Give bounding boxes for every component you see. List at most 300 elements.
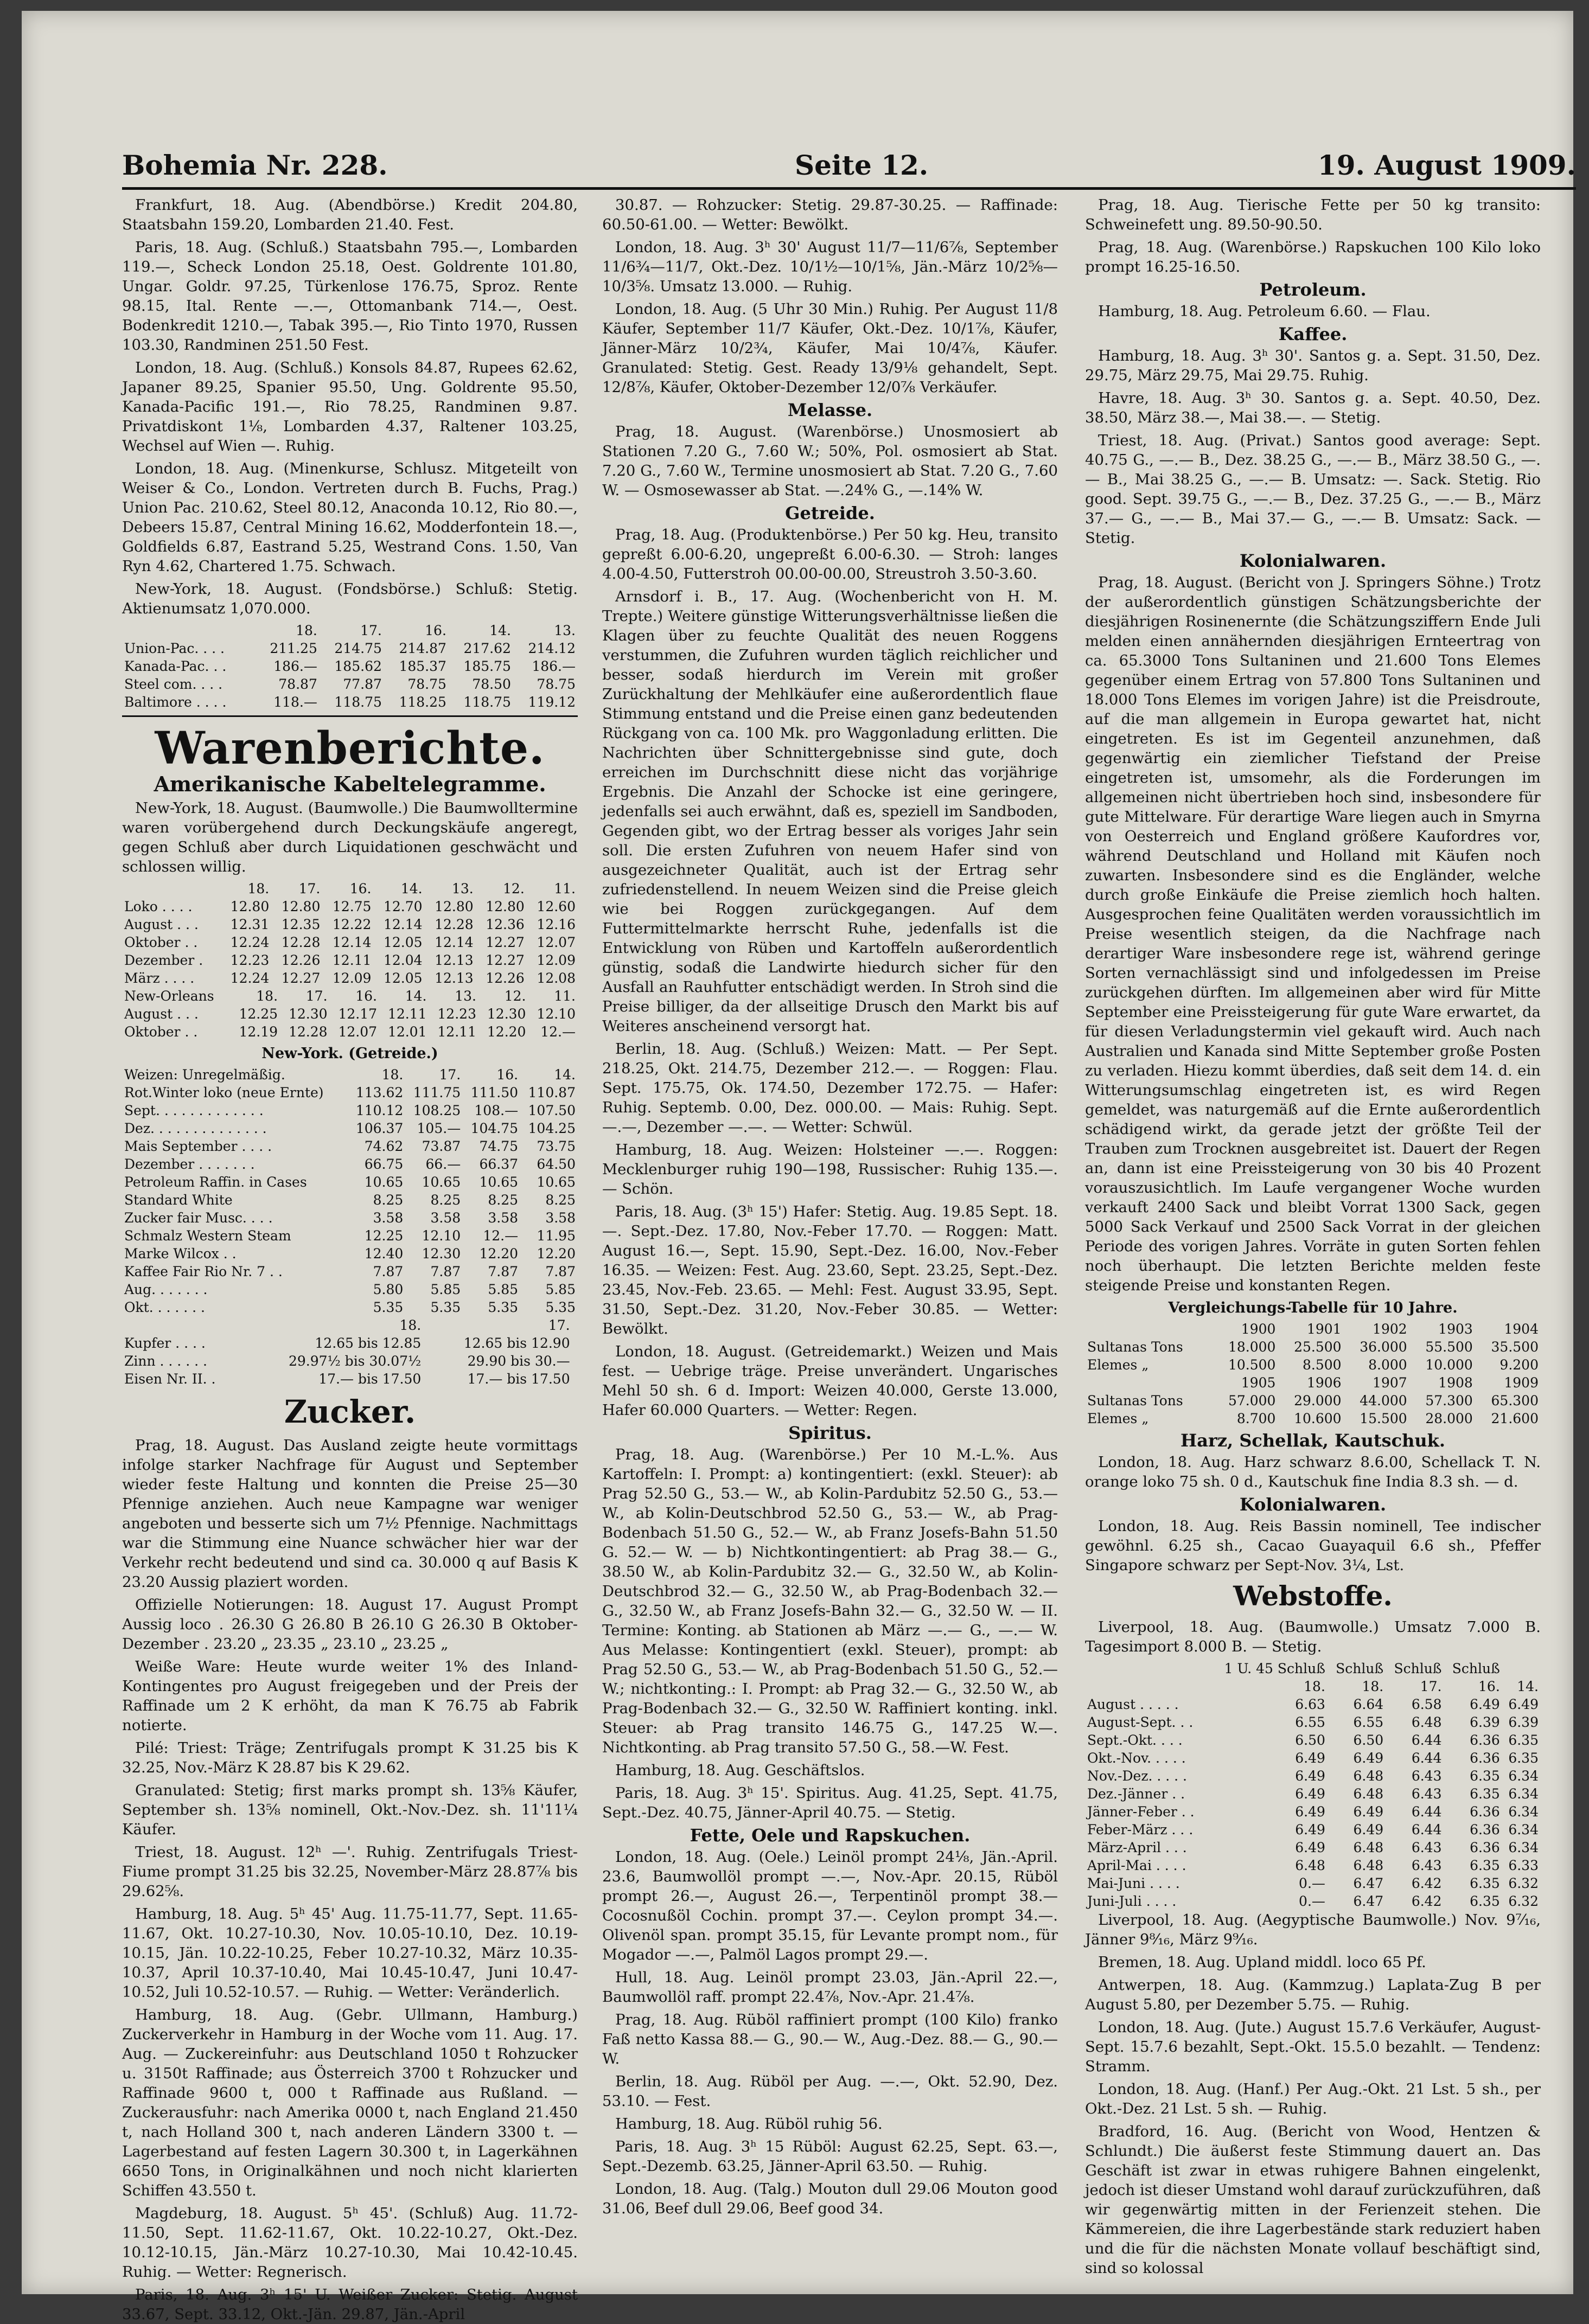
table-cell: Baltimore . . . . bbox=[124, 694, 227, 710]
table-cell: 12.05 bbox=[384, 934, 423, 950]
table-row bbox=[122, 1298, 578, 1316]
table-row bbox=[1085, 1338, 1541, 1356]
table-cell: Nov.-Dez. . . . . bbox=[1087, 1768, 1188, 1784]
table-cell: 12.27 bbox=[486, 952, 525, 968]
webstoffe-para: London, 18. Aug. (Hanf.) Per Aug.-Okt. 21 Lst. 5 sh., per Okt.-Dez. 21 Lst. 5 sh. — Ruhig. bbox=[1085, 2080, 1541, 2117]
table-cell: Zinn . . . . . . bbox=[124, 1353, 207, 1369]
table-cell: 11.95 bbox=[537, 1228, 576, 1244]
table-cell: 57.300 bbox=[1425, 1393, 1473, 1409]
table-row bbox=[122, 1334, 578, 1352]
vergleich-table-2 bbox=[1085, 1374, 1541, 1427]
table-header-cell bbox=[122, 622, 255, 639]
table-cell: 9.200 bbox=[1499, 1357, 1539, 1373]
table-cell: 5.85 bbox=[430, 1282, 461, 1297]
table-cell: 78.75 bbox=[537, 676, 576, 692]
table-cell: 12.80 bbox=[230, 899, 270, 914]
table-cell: 66.75 bbox=[364, 1156, 404, 1172]
table-header-cell: 18. bbox=[1362, 1679, 1384, 1694]
table-header-row bbox=[122, 622, 578, 639]
table-row bbox=[122, 1137, 578, 1155]
table-cell bbox=[423, 1334, 429, 1352]
table-cell: 6.63 bbox=[1295, 1696, 1325, 1712]
table-cell: 12.27 bbox=[281, 970, 321, 986]
table-cell: 12.08 bbox=[537, 970, 576, 986]
table-row bbox=[122, 933, 578, 951]
table-row bbox=[122, 1209, 578, 1227]
table-cell: 6.49 bbox=[1295, 1786, 1325, 1802]
table-cell: 8.700 bbox=[1236, 1411, 1276, 1426]
table-cell: Oktober . . bbox=[124, 934, 198, 950]
table-cell: 12.14 bbox=[332, 934, 372, 950]
report-paris: Paris, 18. Aug. (Schluß.) Staatsbahn 795.—, Lombarden 119.—, Scheck London 25.18, Oest. Goldrente 101.80, Ungar. Goldr. 97.25, Türkenlose 176.75, Sproz. Rente 98.15, Ital. Rente —.—, Ottomanbank 714.—, Oest. Bodenkredit 1210.—, Tabak 395.—, Rio Tinto 1970, Russen 103.30, Randminen 251.50 Fest. bbox=[122, 239, 578, 354]
table-cell: 12.11 bbox=[332, 952, 372, 968]
table-row bbox=[122, 657, 578, 675]
table-cell: 6.44 bbox=[1411, 1732, 1442, 1748]
table-row bbox=[1085, 1874, 1541, 1892]
zucker-para: Hamburg, 18. Aug. 5ʰ 45' Aug. 11.75-11.77, Sept. 11.65-11.67, Okt. 10.27-10.30, Nov. 10.05-10.10, Dez. 10.19-10.15, Jän. 10.22-10.25, Feber 10.27-10.32, März 10.35-10.37, April 10.37-10.40, Mai 10.45-10.47, Juni 10.47-10.52, Juli 10.52-10.57. — Ruhig. — Wetter: Veränderlich. bbox=[122, 1905, 578, 2001]
table-cell: Dez. . . . . . . . . . . . . . bbox=[124, 1121, 267, 1136]
table-cell: 6.48 bbox=[1353, 1768, 1384, 1784]
table-cell: 6.44 bbox=[1411, 1804, 1442, 1820]
table-row bbox=[122, 1191, 578, 1209]
table-cell: 6.44 bbox=[1411, 1822, 1442, 1838]
table-cell: 36.000 bbox=[1360, 1339, 1407, 1355]
table-cell: Jänner-Feber . . bbox=[1087, 1804, 1195, 1820]
table-cell: 8.25 bbox=[373, 1192, 404, 1208]
table-cell: 12.13 bbox=[435, 952, 474, 968]
table-cell: 6.34 bbox=[1508, 1822, 1539, 1838]
melasse-text: Prag, 18. August. (Warenbörse.) Unosmosiert ab Stationen 7.20 G., 7.60 W.; 50%, Pol. osmosiert ab Stat. 7.20 G., 7.60 W., Termine unosmosiert ab Stat. 7.20 G., 7.60 W. — Osmosewasser ab Stat. —.24% G., —.14% W. bbox=[602, 423, 1058, 499]
column-2 bbox=[602, 195, 1058, 2278]
table-cell: 5.35 bbox=[545, 1299, 576, 1315]
table-cell: 6.43 bbox=[1411, 1858, 1442, 1873]
table-header-cell: 16. bbox=[349, 881, 372, 897]
table-cell: 186.— bbox=[532, 658, 576, 674]
table-header-cell bbox=[1085, 1320, 1212, 1338]
table-cell: 0.— bbox=[1299, 1893, 1325, 1909]
table-cell: Union-Pac. . . . bbox=[124, 641, 225, 656]
table-cell: 6.35 bbox=[1470, 1893, 1500, 1909]
table-cell: 64.50 bbox=[537, 1156, 576, 1172]
table-cell: 185.75 bbox=[463, 658, 511, 674]
table-cell: 78.75 bbox=[407, 676, 446, 692]
table-cell: 74.62 bbox=[364, 1138, 404, 1154]
table-header-cell: 17. bbox=[298, 881, 321, 897]
zucker-para: Granulated: Stetig; first marks prompt sh. 13⅝ Käufer, September sh. 13⅝ nominell, Okt.-Nov.-Dez. sh. 11'11¼ Käufer. bbox=[122, 1782, 578, 1838]
table-cell: 119.12 bbox=[528, 694, 576, 710]
table-header-cell: 18. bbox=[399, 1317, 422, 1333]
table-cell: 108.25 bbox=[413, 1103, 461, 1118]
report-newyork: New-York, 18. August. (Fondsbörse.) Schluß: Stetig. Aktienumsatz 1,070.000. bbox=[122, 580, 578, 617]
table-cell: 12.09 bbox=[537, 952, 576, 968]
table-header-cell: 13. bbox=[451, 881, 474, 897]
table-cell: August-Sept. . . bbox=[1087, 1714, 1194, 1730]
table-cell: 3.58 bbox=[430, 1210, 461, 1226]
section-title-spiritus: Spiritus. bbox=[788, 1423, 872, 1443]
webstoffe-para: Bradford, 16. Aug. (Bericht von Wood, Hentzen & Schlundt.) Die äußerst feste Stimmung dauert an. Das Geschäft ist zwar in etwas ruhigere Bahnen eingelenkt, jedoch ist dieser Umstand wohl darauf zurückzuführen, daß wir gegenwärtig mitten in der Ferienzeit stehen. Die Kämmereien, die ihre Lagerbestände stark reduziert haben und die für die nächsten Monate vollauf beschäftigt sind, sind so kolossal bbox=[1085, 2123, 1541, 2277]
table-cell: 6.49 bbox=[1295, 1768, 1325, 1784]
table-header-cell: 12. bbox=[503, 881, 525, 897]
fette-para: Berlin, 18. Aug. Rüböl per Aug. —.—, Okt. 52.90, Dez. 53.10. — Fest. bbox=[602, 2073, 1058, 2110]
table-cell: 5.35 bbox=[430, 1299, 461, 1315]
zucker-para: Triest, 18. August. 12ʰ —'. Ruhig. Zentrifugals Triest-Fiume prompt 31.25 bis 32.25, November-März 28.87⅞ bis 29.62⅝. bbox=[122, 1843, 578, 1900]
page-number: Seite 12. bbox=[795, 149, 929, 181]
table-cell bbox=[572, 1370, 578, 1388]
zucker-cont: 30.87. — Rohzucker: Stetig. 29.87-30.25. — Raffinade: 60.50-61.00. — Wetter: Bewölkt. bbox=[602, 196, 1058, 233]
table-header-cell: 12. bbox=[504, 988, 526, 1004]
zucker-para: Offizielle Notierungen: 18. August 17. August Prompt Aussig loco . 26.30 G 26.80 B 26.10 G 26.30 B Oktober-Dezember . 23.20 „ 23.35 „ 23.10 „ 23.25 „ bbox=[122, 1596, 578, 1653]
table-cell: 12.16 bbox=[537, 917, 576, 932]
fette-para: Paris, 18. Aug. 3ʰ 15 Rüböl: August 62.25, Sept. 63.—, Sept.-Dezemb. 63.25, Jänner-April 63.50. — Ruhig. bbox=[602, 2138, 1058, 2175]
table-cell: Aug. . . . . . . bbox=[124, 1282, 208, 1297]
table-cell: 6.49 bbox=[1470, 1696, 1500, 1712]
table-cell bbox=[572, 1334, 578, 1352]
table-cell: 6.35 bbox=[1470, 1858, 1500, 1873]
table-cell: 12.80 bbox=[435, 899, 474, 914]
table-cell: 5.85 bbox=[488, 1282, 519, 1297]
table-header-cell: 11. bbox=[554, 988, 576, 1004]
table-cell: 73.87 bbox=[422, 1138, 461, 1154]
table-row bbox=[122, 898, 578, 915]
kolonial2-text: London, 18. Aug. Reis Bassin nominell, Tee indischer gewöhnl. 6.25 sh., Cacao Guayaquil 6.6 sh., Pfeffer Singapore schwarz per Sept-Nov. 3¼, Lst. bbox=[1085, 1518, 1541, 1574]
table-cell: Petroleum Raffin. in Cases bbox=[124, 1174, 307, 1190]
table-cell: 12.04 bbox=[384, 952, 423, 968]
table-cell: 7.87 bbox=[373, 1264, 404, 1279]
table-header-cell: 16. bbox=[496, 1067, 519, 1083]
table-cell: 10.65 bbox=[479, 1174, 519, 1190]
table-header-cell: 1903 bbox=[1438, 1321, 1473, 1337]
table-cell: Marke Wilcox . . bbox=[124, 1246, 237, 1262]
section-subtitle-kabel: Amerikanische Kabeltelegramme. bbox=[154, 772, 546, 796]
table-cell: Dezember . bbox=[124, 952, 203, 968]
table-cell: 217.62 bbox=[463, 641, 511, 656]
table-cell: 118.75 bbox=[463, 694, 511, 710]
zucker-para: Weiße Ware: Heute wurde weiter 1% des Inland-Kontingentes pro August freigegeben und der Preis der Raffinade um 2 K erhöht, da man K 76.75 ab Fabrik notierte. bbox=[122, 1658, 578, 1734]
column-3 bbox=[1085, 195, 1541, 2278]
table-cell: 10.65 bbox=[422, 1174, 461, 1190]
table-cell: 6.36 bbox=[1470, 1750, 1500, 1766]
table-cell: 6.33 bbox=[1508, 1858, 1539, 1873]
table-cell: 6.36 bbox=[1470, 1804, 1500, 1820]
table-cell: 12.17 bbox=[338, 1006, 378, 1022]
table-cell: 6.49 bbox=[1353, 1750, 1384, 1766]
table-cell: 6.43 bbox=[1411, 1786, 1442, 1802]
table-cell: 6.39 bbox=[1470, 1714, 1500, 1730]
table-cell: 6.44 bbox=[1411, 1750, 1442, 1766]
table-cell: 108.— bbox=[474, 1103, 519, 1118]
webstoffe-para: Liverpool, 18. Aug. (Aegyptische Baumwolle.) Nov. 9⁷⁄₁₆, Jänner 9⁸⁄₁₆, März 9⁹⁄₁₆. bbox=[1085, 1911, 1541, 1948]
section-title-webstoffe: Webstoffe. bbox=[1233, 1580, 1393, 1612]
table-cell: 6.47 bbox=[1353, 1893, 1384, 1909]
report-frankfurt: Frankfurt, 18. Aug. (Abendbörse.) Kredit 204.80, Staatsbahn 159.20, Lombarden 21.40. Fest. bbox=[122, 196, 578, 233]
table-cell: 5.80 bbox=[373, 1282, 404, 1297]
table-cell: 66.37 bbox=[479, 1156, 519, 1172]
table-header-cell bbox=[122, 1316, 246, 1334]
table-row bbox=[1085, 1892, 1541, 1910]
table-cell: 12.11 bbox=[387, 1006, 427, 1022]
table-cell: 110.87 bbox=[528, 1085, 576, 1100]
zucker-para: Hamburg, 18. Aug. (Gebr. Ullmann, Hamburg.) Zuckerverkehr in Hamburg in der Woche vom 11. Aug. 17. Aug. — Zuckereinfuhr: aus Deutschland 1050 t Rohzucker u. 3150t Raffinade; aus Österreich 3700 t Rohzucker und Raffinade 9600 t, 000 t Raffinade aus Rußland. —Zuckerausfuhr: nach Amerika 0000 t, nach England 21.450 t, nach Holland 300 t, nach anderen Ländern 3300 t. — Lagerbestand auf festen Lagern 30.300 t, in Lagerkähnen 6650 Tons, in Originalkähnen und noch nicht klarierten Schiffen 43.550 t. bbox=[122, 2006, 578, 2199]
table-cell: 6.35 bbox=[1470, 1768, 1500, 1784]
table-header-cell: 18. bbox=[1304, 1679, 1325, 1694]
table-header-row bbox=[122, 1066, 578, 1084]
table-row bbox=[122, 639, 578, 657]
table-cell: 8.25 bbox=[545, 1192, 576, 1208]
table-row bbox=[122, 675, 578, 693]
newspaper-page bbox=[22, 11, 1576, 2323]
table-cell: 6.47 bbox=[1353, 1875, 1384, 1891]
table-cell: 214.87 bbox=[399, 641, 446, 656]
table-cell: Rot.Winter loko (neue Ernte) bbox=[124, 1085, 324, 1100]
table-cell: Dez.-Jänner . . bbox=[1087, 1786, 1185, 1802]
vergleich-table-1 bbox=[1085, 1320, 1541, 1374]
section-title-kolonialwaren: Kolonialwaren. bbox=[1239, 550, 1387, 571]
table-cell: 6.58 bbox=[1411, 1696, 1442, 1712]
petroleum-text: Hamburg, 18. Aug. Petroleum 6.60. — Flau. bbox=[1098, 303, 1431, 320]
table-cell: 12.26 bbox=[281, 952, 321, 968]
zucker-london-2: London, 18. Aug. (5 Uhr 30 Min.) Ruhig. Per August 11/8 Käufer, September 11/7 Käufer, Okt.-Dez. 10/1⅞, Käufer, Jänner-März 10/2¾, Käufer, Mai 10/4⅞, Käufer. Granulated: Stetig. Gest. Ready 13/9⅛ gehandelt, Sept. 12/8⅞, Käufer, Oktober-Dezember 12/0⅞ Verkäufer. bbox=[602, 300, 1058, 396]
table-cell: 6.49 bbox=[1295, 1840, 1325, 1855]
table-cell: 118.— bbox=[273, 694, 317, 710]
table-row bbox=[122, 1263, 578, 1281]
table-row bbox=[122, 1023, 578, 1041]
section-title-petroleum: Petroleum. bbox=[1259, 279, 1367, 300]
table-header-cell: 16. bbox=[1478, 1679, 1500, 1694]
table-cell: 110.12 bbox=[355, 1103, 404, 1118]
table-header-cell bbox=[423, 1316, 429, 1334]
table-header-cell: 14. bbox=[1517, 1679, 1539, 1694]
table-row bbox=[122, 693, 578, 711]
section-title-harz: Harz, Schellak, Kautschuk. bbox=[1180, 1430, 1445, 1451]
table-cell: 6.34 bbox=[1508, 1786, 1539, 1802]
table-cell: 12.10 bbox=[422, 1228, 461, 1244]
getreide-para: Prag, 18. Aug. (Produktenbörse.) Per 50 kg. Heu, transito gepreßt 6.00-6.20, ungepreßt 6.00-6.30. — Stroh: langes 4.00-4.50, Futterstroh 00.00-00.00, Streustroh 3.50-3.60. bbox=[602, 526, 1058, 582]
table-cell: Steel com. . . . bbox=[124, 676, 223, 692]
page-header bbox=[122, 149, 1576, 190]
table-cell: 12.14 bbox=[435, 934, 474, 950]
table-header-cell: 13. bbox=[455, 988, 476, 1004]
table-header-cell: 1902 bbox=[1373, 1321, 1407, 1337]
liverpool-text: Liverpool, 18. Aug. (Baumwolle.) Umsatz 7.000 B. Tagesimport 8.000 B. — Stetig. bbox=[1085, 1618, 1541, 1655]
table-cell: 106.37 bbox=[355, 1121, 404, 1136]
table-header-cell: 1 U. 45 Schluß bbox=[1224, 1661, 1325, 1676]
table-cell: 7.87 bbox=[488, 1264, 519, 1279]
table-cell: 6.49 bbox=[1353, 1822, 1384, 1838]
table-row bbox=[122, 1155, 578, 1173]
rapskuchen: Prag, 18. Aug. (Warenbörse.) Rapskuchen 100 Kilo loko prompt 16.25-16.50. bbox=[1085, 239, 1541, 276]
table-cell: 6.34 bbox=[1508, 1768, 1539, 1784]
table-header-cell: 1905 bbox=[1241, 1375, 1276, 1391]
table-cell: 6.35 bbox=[1470, 1786, 1500, 1802]
table-cell: 6.49 bbox=[1353, 1804, 1384, 1820]
table-cell: 6.35 bbox=[1470, 1875, 1500, 1891]
stock-reports bbox=[122, 195, 578, 618]
metal-table bbox=[122, 1316, 578, 1388]
table-cell: 5.35 bbox=[373, 1299, 404, 1315]
table-cell: 12.75 bbox=[332, 899, 372, 914]
table-cell: 6.35 bbox=[1508, 1750, 1539, 1766]
table-cell: 8.25 bbox=[488, 1192, 519, 1208]
table-cell: 12.24 bbox=[230, 970, 270, 986]
table-cell: 12.23 bbox=[230, 952, 270, 968]
section-title-kaffee: Kaffee. bbox=[1278, 324, 1348, 344]
table-header-cell: 14. bbox=[554, 1067, 576, 1083]
table-cell: 12.28 bbox=[435, 917, 474, 932]
table-header-cell: 17. bbox=[439, 1067, 461, 1083]
getreide-para: London, 18. August. (Getreidemarkt.) Weizen und Mais fest. — Uebrige träge. Preise unverändert. Ungarisches Mehl 50 sh. 6 d. Import: Weizen 40.000, Gerste 13.000, Hafer 60.000 Quarters. — Wetter: Regen. bbox=[602, 1343, 1058, 1419]
column-1 bbox=[122, 195, 578, 2323]
table-cell: 10.65 bbox=[537, 1174, 576, 1190]
table-header-row bbox=[1085, 1320, 1541, 1338]
table-cell: 12.19 bbox=[239, 1024, 278, 1040]
table-cell: Sept. . . . . . . . . . . . . bbox=[124, 1103, 264, 1118]
table-cell: Kaffee Fair Rio Nr. 7 . . bbox=[124, 1264, 283, 1279]
table-cell: Kanada-Pac. . . bbox=[124, 658, 227, 674]
table-header-cell: New-Orleans bbox=[124, 988, 214, 1004]
table-cell: Dezember . . . . . . . bbox=[124, 1156, 255, 1172]
table-cell: 12.65 bis 12.85 bbox=[315, 1335, 422, 1351]
report-ny-cotton: New-York, 18. August. (Baumwolle.) Die Baumwolltermine waren vorübergehend durch Deckungskäufe angeregt, gegen Schluß aber durch Liquidationen geschwächt und schlossen willig. bbox=[122, 799, 578, 875]
table-cell: 44.000 bbox=[1360, 1393, 1407, 1409]
table-header-cell: Schluß bbox=[1394, 1661, 1442, 1676]
grain-table bbox=[122, 1066, 578, 1316]
section-title-zucker: Zucker. bbox=[284, 1393, 416, 1430]
table-cell: 12.20 bbox=[479, 1246, 519, 1262]
table-cell: Okt. . . . . . . bbox=[124, 1299, 205, 1315]
table-cell: 6.42 bbox=[1411, 1893, 1442, 1909]
table-cell: 185.62 bbox=[334, 658, 382, 674]
table-cell: 214.75 bbox=[334, 641, 382, 656]
table-cell: 12.65 bis 12.90 bbox=[463, 1335, 570, 1351]
kaffee-para: Triest, 18. Aug. (Privat.) Santos good average: Sept. 40.75 G., —.— B., Dez. 38.25 G., —.— B., März 38.50 G., —.— B., Mai 38.25 G., —.— B. Umsatz: —. Sack. Stetig. Rio good. Sept. 39.75 G., —.— B., Dez. 37.25 G., —.— B., März 37.— G., —.— B., Mai 37.— G., —.— B. Umsatz: Sack. — Stetig. bbox=[1085, 432, 1541, 547]
table-cell: Sultanas Tons bbox=[1087, 1339, 1183, 1355]
table-row bbox=[1085, 1695, 1541, 1713]
table-cell: Schmalz Western Steam bbox=[124, 1228, 291, 1244]
table-header-cell: 1908 bbox=[1438, 1375, 1473, 1391]
table-header-cell: 13. bbox=[554, 623, 576, 638]
table-header-cell: Schluß bbox=[1336, 1661, 1384, 1676]
section-title-fette: Fette, Oele und Rapskuchen. bbox=[690, 1825, 971, 1846]
table-cell: 3.58 bbox=[488, 1210, 519, 1226]
table-row bbox=[1085, 1821, 1541, 1839]
table-cell: 12.20 bbox=[537, 1246, 576, 1262]
spiritus-para: Prag, 18. Aug. (Warenbörse.) Per 10 M.-L.%. Aus Kartoffeln: I. Prompt: a) kontingentiert: (exkl. Steuer): ab Prag 52.50 G., 53.— W., ab Kolin-Pardubitz 52.50 G., 53.— W., ab Kolin-Deutschbrod 52.50 G., 53.— W., ab Prag-Bodenbach 51.50 G., 52.— W., ab Franz Josefs-Bahn 51.50 G. 52.— W. — b) Nichtkontingentiert: ab Prag 38.— G., 38.50 W., ab Kolin-Pardubitz 32.— G., 32.50 W., ab Kolin-Deutschbrod 32.— G., 32.50 W., ab Prag-Bodenbach 32.— G., 32.50 W., ab Franz Josefs-Bahn 32.— G., 32.50 W. — II. Termine: Konting. ab Stationen ab März —.— G., —.— W. Aus Melasse: Kontingentiert (exkl. Steuer), prompt: ab Prag 52.50 G., 53.— W., ab Prag-Bodenbach 51.50 G., 52.— W.; nichtkonting.: I. Prompt: ab Prag 32.— G., 32.50 W., ab Prag-Bodenbach 32.— G., 32.50 W. Raffiniert konting. inkl. Steuer: ab Prag transito 146.75 G., 147.25 W.—. Nichtkonting. ab Prag transito 57.50 G., 58.—W. Fest. bbox=[602, 1446, 1058, 1756]
table-cell: 21.600 bbox=[1491, 1411, 1539, 1426]
table-cell: März . . . . bbox=[124, 970, 195, 986]
liverpool-table bbox=[1085, 1660, 1541, 1910]
table-cell: 29.90 bis 30.— bbox=[467, 1353, 570, 1369]
table-cell: 73.75 bbox=[537, 1138, 576, 1154]
table-cell: Feber-März . . . bbox=[1087, 1822, 1194, 1838]
table-cell: April-Mai . . . . bbox=[1087, 1858, 1186, 1873]
table-cell: 6.50 bbox=[1353, 1732, 1384, 1748]
zucker-para: Pilé: Triest: Träge; Zentrifugals prompt K 31.25 bis K 32.25, Nov.-März K 28.87 bis K 29.62. bbox=[122, 1739, 578, 1776]
table-cell: 6.48 bbox=[1353, 1840, 1384, 1855]
table-cell: 111.50 bbox=[470, 1085, 519, 1100]
table-header-cell: 14. bbox=[400, 881, 423, 897]
table-header-cell bbox=[122, 880, 220, 898]
table-cell: 12.28 bbox=[288, 1024, 328, 1040]
table-cell: 12.80 bbox=[281, 899, 321, 914]
table-cell: Loko . . . . bbox=[124, 899, 193, 914]
getreide-para: Hamburg, 18. Aug. Weizen: Holsteiner —.—. Roggen: Mecklenburger ruhig 190—198, Russischer: Ruhig 135.—. — Schön. bbox=[602, 1141, 1058, 1198]
table-cell: August . . . bbox=[124, 917, 199, 932]
table-header-cell: Schluß bbox=[1452, 1661, 1500, 1676]
table-cell: 12.07 bbox=[338, 1024, 378, 1040]
table-header-cell: 17. bbox=[548, 1317, 570, 1333]
table-row bbox=[1085, 1749, 1541, 1767]
table-cell: 12.11 bbox=[437, 1024, 476, 1040]
table-cell: 118.75 bbox=[334, 694, 382, 710]
table-cell: 12.— bbox=[483, 1228, 519, 1244]
table-cell: 12.01 bbox=[387, 1024, 427, 1040]
table-cell: 104.75 bbox=[470, 1121, 519, 1136]
table-cell: 6.48 bbox=[1353, 1786, 1384, 1802]
table-row bbox=[122, 1005, 578, 1023]
table-cell: August . . . . . bbox=[1087, 1696, 1179, 1712]
table-cell: 35.500 bbox=[1491, 1339, 1539, 1355]
fette-para: Prag, 18. Aug. Rüböl raffiniert prompt (100 Kilo) franko Faß netto Kassa 88.— G., 90.— W., Aug.-Dez. 88.— G., 90.— W. bbox=[602, 2011, 1058, 2067]
table-cell: 7.87 bbox=[545, 1264, 576, 1279]
table-cell: 6.34 bbox=[1508, 1804, 1539, 1820]
table-cell: 7.87 bbox=[430, 1264, 461, 1279]
masthead-issue: Bohemia Nr. 228. bbox=[122, 149, 388, 181]
table-cell: 6.48 bbox=[1295, 1858, 1325, 1873]
table-cell: Okt.-Nov. . . . . bbox=[1087, 1750, 1186, 1766]
table-header-cell: 17. bbox=[360, 623, 382, 638]
table-cell: 12.07 bbox=[537, 934, 576, 950]
table-cell: 12.27 bbox=[486, 934, 525, 950]
table-cell: 29.97½ bis 30.07½ bbox=[288, 1353, 422, 1369]
table-header-cell: 1900 bbox=[1241, 1321, 1276, 1337]
report-london-mines: London, 18. Aug. (Minenkurse, Schlusz. Mitgeteilt von Weiser & Co., London. Vertreten durch B. Fuchs, Prag.) Union Pac. 210.62, Steel 80.12, Anaconda 10.12, Rio 80.—, Debeers 15.87, Central Mining 16.62, Modderfontein 18.—, Goldfields 6.87, Eastrand 5.25, Westrand Cons. 1.50, Van Ryn 4.62, Chartered 1.75. Schwach. bbox=[122, 460, 578, 575]
fette-para: Hull, 18. Aug. Leinöl prompt 23.03, Jän.-April 22.—, Baumwollöl raff. prompt 22.4⅞, Nov.-Apr. 21.4⅞. bbox=[602, 1969, 1058, 2006]
table-header-cell: 17. bbox=[305, 988, 328, 1004]
table-cell: 8.000 bbox=[1368, 1357, 1407, 1373]
table-cell: 12.40 bbox=[364, 1246, 404, 1262]
table-cell: 6.48 bbox=[1353, 1858, 1384, 1873]
table-cell: Mai-Juni . . . . bbox=[1087, 1875, 1180, 1891]
getreide-label: New-York. (Getreide.) bbox=[261, 1045, 438, 1062]
section-title-getreide: Getreide. bbox=[785, 503, 875, 523]
table-cell: 8.500 bbox=[1302, 1357, 1342, 1373]
table-row bbox=[122, 1227, 578, 1245]
table-cell: 0.— bbox=[1299, 1875, 1325, 1891]
table-header-row bbox=[1085, 1374, 1541, 1392]
table-cell: 6.50 bbox=[1295, 1732, 1325, 1748]
table-cell: Eisen Nr. II. . bbox=[124, 1371, 216, 1387]
table-cell: 105.— bbox=[417, 1121, 461, 1136]
table-cell: 12.09 bbox=[332, 970, 372, 986]
table-cell: 8.25 bbox=[430, 1192, 461, 1208]
table-cell: 78.50 bbox=[472, 676, 511, 692]
table-row bbox=[122, 1370, 578, 1388]
table-cell: 6.42 bbox=[1411, 1875, 1442, 1891]
table-cell: 12.35 bbox=[281, 917, 321, 932]
section-title-melasse: Melasse. bbox=[787, 400, 873, 420]
webstoffe-para: London, 18. Aug. (Jute.) August 15.7.6 Verkäufer, August-Sept. 15.7.6 bezahlt, Sept.-Okt. 15.5.0 bezahlt. — Tendenz: Stramm. bbox=[1085, 2019, 1541, 2075]
table-cell: 10.500 bbox=[1228, 1357, 1276, 1373]
table-row bbox=[122, 1102, 578, 1119]
table-header-cell bbox=[1085, 1374, 1212, 1392]
vergleich-title: Vergleichungs-Tabelle für 10 Jahre. bbox=[1168, 1299, 1458, 1316]
table-header-cell: 1901 bbox=[1306, 1321, 1342, 1337]
webstoffe-para: Bremen, 18. Aug. Upland middl. loco 65 Pf. bbox=[1098, 1954, 1426, 1971]
table-cell: 12.70 bbox=[384, 899, 423, 914]
table-cell: Elemes „ bbox=[1087, 1357, 1149, 1373]
table-row bbox=[122, 1084, 578, 1102]
table-row bbox=[122, 1281, 578, 1298]
